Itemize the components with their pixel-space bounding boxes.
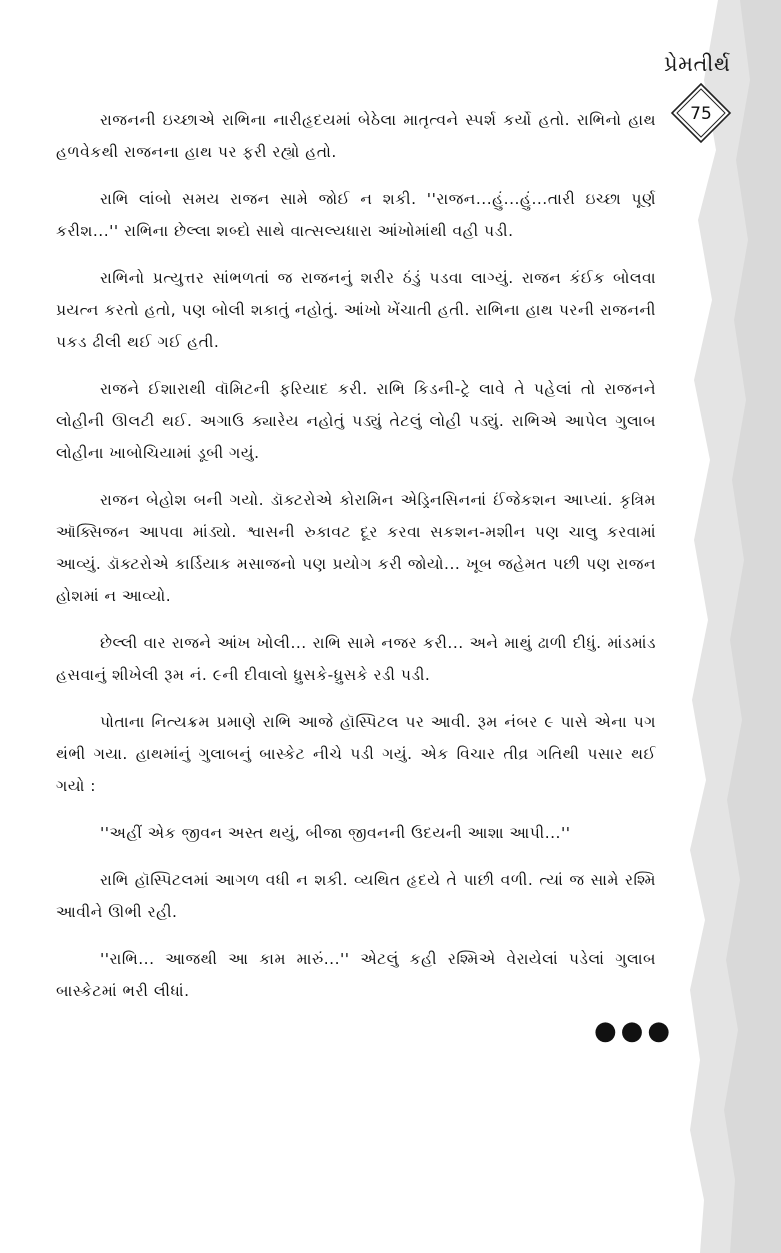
page-body xyxy=(56,104,656,1022)
quoted-thought: ''અહીં એક જીવન અસ્ત થયું, બીજા જીવનની ઉદયની આશા આપી...'' xyxy=(100,824,571,842)
paragraph: રાજનની ઇચ્છાએ રાભિના નારીહૃદયમાં બેઠેલા માતૃત્વને સ્પર્શ કર્યો હતો. રાભિનો હાથ હળવેકથી રાજનના હાથ પર ફરી રહ્યો હતો. xyxy=(56,111,656,161)
paragraph: રાજન બેહોશ બની ગયો. ડૉક્ટરોએ કોરામિન એડ્રિનસિનનાં ઈંજેકશન આપ્યાં. કૃત્રિમ ઑક્સિજન આપવા માંડ્યો. શ્વાસની રુકાવટ દૂર કરવા સકશન-મશીન પણ ચાલુ કરવામાં આવ્યું. ડૉક્ટરોએ કાર્ડિયાક મસાજનો પણ પ્રયોગ કરી જોયો... ખૂબ જહેમત પછી પણ રાજન હોશમાં ન આવ્યો. xyxy=(56,491,656,605)
end-of-chapter-marker: ●●● xyxy=(594,1016,675,1046)
page-number: 75 xyxy=(690,104,712,124)
paragraph: ''રાભિ... આજથી આ કામ મારું...'' એટલું કહી રશ્મિએ વેરાયેલાં પડેલાં ગુલાબ બાસ્કેટમાં ભરી લીધાં. xyxy=(56,950,656,1000)
paragraph: પોતાના નિત્યક્રમ પ્રમાણે રાભિ આજે હૉસ્પિટલ પર આવી. રૂમ નંબર ૯ પાસે એના પગ થંભી ગયા. હાથમાંનું ગુલાબનું બાસ્કેટ નીચે પડી ગયું. એક વિચાર તીવ્ર ગતિથી પસાર થઈ ગયો : xyxy=(56,713,656,795)
paragraph: રાભિનો પ્રત્યુત્તર સાંભળતાં જ રાજનનું શરીર ઠંડું પડવા લાગ્યું. રાજન કંઈક બોલવા પ્રયત્ન કરતો હતો, પણ બોલી શકાતું નહોતું. આંખો ખેંચાતી હતી. રાભિના હાથ પરની રાજનની પકડ ઢીલી થઈ ગઈ હતી. xyxy=(56,269,656,351)
paragraph: રાભિ હૉસ્પિટલમાં આગળ વધી ન શકી. વ્યથિત હૃદયે તે પાછી વળી. ત્યાં જ સામે રશ્મિ આવીને ઊભી રહી. xyxy=(56,871,656,921)
paragraph: છેલ્લી વાર રાજને આંખ ખોલી... રાભિ સામે નજર કરી... અને માથું ઢાળી દીધું. માંડમાંડ હસવાનું શીખેલી રૂમ નં. ૯ની દીવાલો ધ્રુસકે-ધ્રુસકે રડી પડી. xyxy=(56,634,656,684)
paragraph: રાભિ લાંબો સમય રાજન સામે જોઈ ન શકી. ''રાજન...હું...હું...તારી ઇચ્છા પૂર્ણ કરીશ...'' રાભિના છેલ્લા શબ્દો સાથે વાત્સલ્યધારા આંખોમાંથી વહી પડી. xyxy=(56,190,656,240)
book-title: પ્રેમતીર્થ xyxy=(664,52,731,76)
paragraph: રાજને ઈશારાથી વૉમિટની ફરિયાદ કરી. રાભિ કિડની-ટ્રે લાવે તે પહેલાં તો રાજનને લોહીની ઊલટી થઈ. અગાઉ ક્યારેય નહોતું પડ્યું તેટલું લોહી પડ્યું. રાભિએ આપેલ ગુલાબ લોહીના ખાબોચિયામાં ડૂબી ગયું. xyxy=(56,380,656,462)
